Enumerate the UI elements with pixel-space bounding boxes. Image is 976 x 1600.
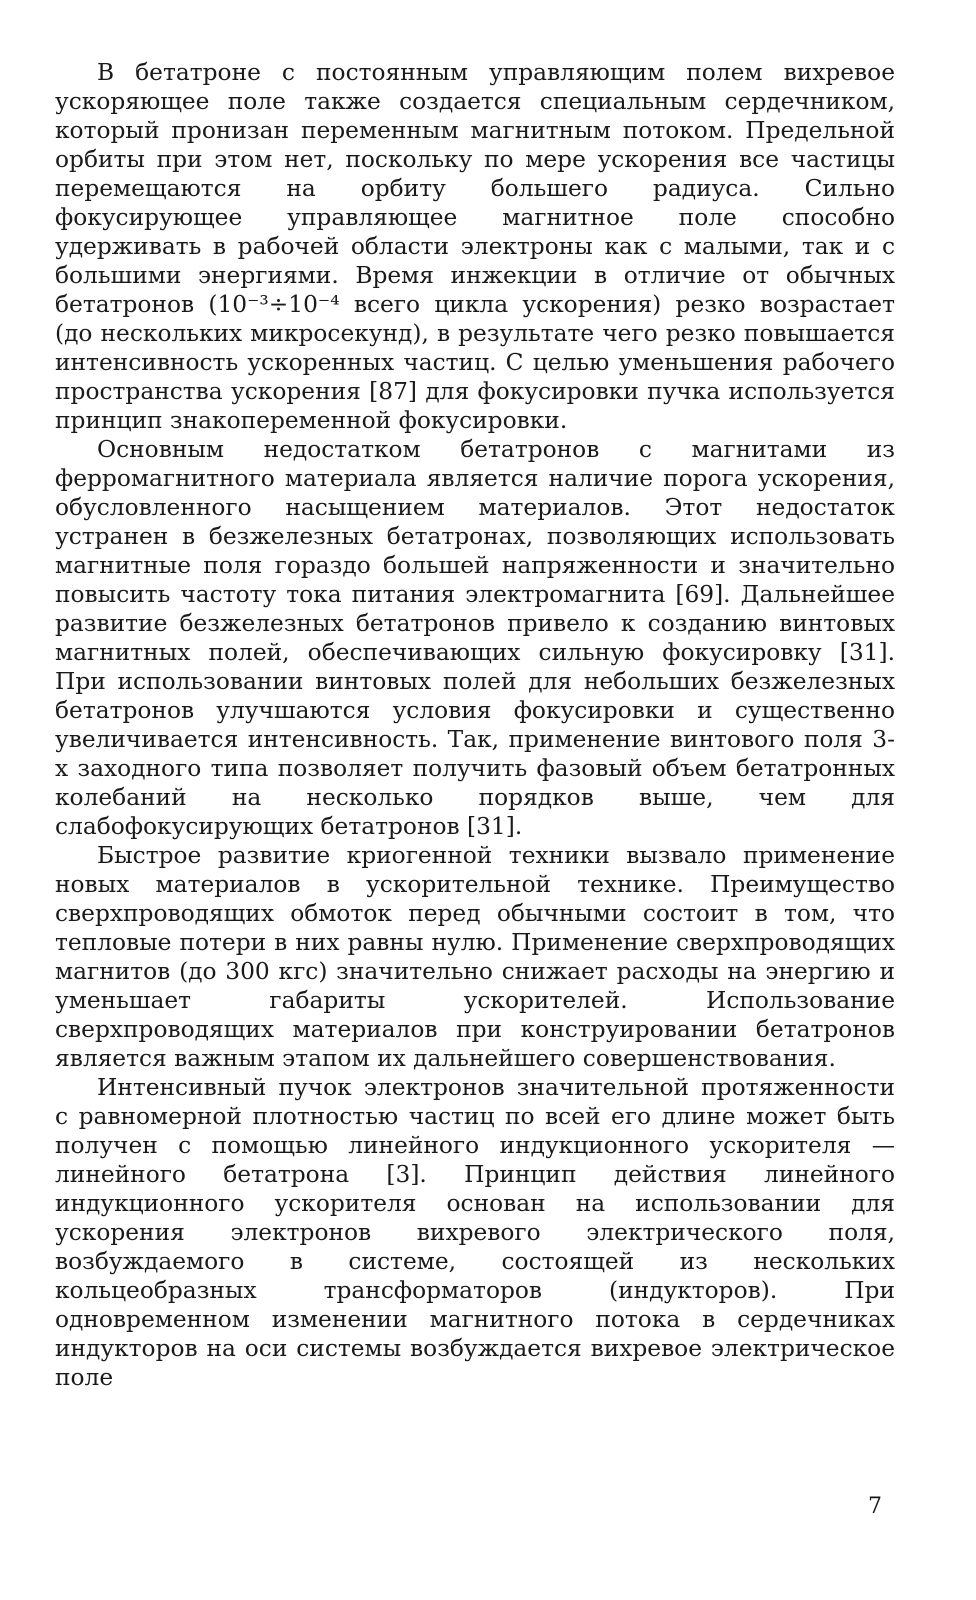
paragraph-linear-induction: Интенсивный пучок электронов значительной протяженности с равномерной плотностью частиц по всей его длине может быть получен с помощью линейного индукционного ускорителя — линейного бетатрона [3]. Принцип действия линейного индукционного ускорителя основан на использовании для ускорения электронов вихревого электрического поля, возбуждаемого в системе, состоящей из нескольких кольцеобразных трансформаторов (индукторов). При одновременном изменении магнитного потока в сердечниках индукторов на оси системы возбуждается вихревое электрическое поле (55, 1074, 895, 1391)
page-body (55, 58, 895, 1392)
paragraph-ironless-betatrons: Основным недостатком бетатронов с магнитами из ферромагнитного материала является наличие порога ускорения, обусловленного насыщением материалов. Этот недостаток устранен в безжелезных бетатронах, позволяющих использовать магнитные поля гораздо большей напряженности и значительно повысить частоту тока питания электромагнита [69]. Дальнейшее развитие безжелезных бетатронов привело к созданию винтовых магнитных полей, обеспечивающих сильную фокусировку [31]. При использовании винтовых полей для небольших безжелезных бетатронов улучшаются условия фокусировки и существенно увеличивается интенсивность. Так, применение винтового поля 3-х заходного типа позволяет получить фазовый объем бетатронных колебаний на несколько порядков выше, чем для слабофокусирующих бетатронов [31]. (55, 436, 895, 840)
paragraph-superconducting: Быстрое развитие криогенной техники вызвало применение новых материалов в ускорительной технике. Преимущество сверхпроводящих обмоток перед обычными состоит в том, что тепловые потери в них равны нулю. Применение сверхпроводящих магнитов (до 300 кгс) значительно снижает расходы на энергию и уменьшает габариты ускорителей. Использование сверхпроводящих материалов при конструировании бетатронов является важным этапом их дальнейшего совершенствования. (55, 842, 895, 1072)
paragraph-betatron-constant-field: В бетатроне с постоянным управляющим полем вихревое ускоряющее поле также создается специальным сердечником, который пронизан переменным магнитным потоком. Предельной орбиты при этом нет, поскольку по мере ускорения все частицы перемещаются на орбиту большего радиуса. Сильно фокусирующее управляющее магнитное поле способно удерживать в рабочей области электроны как с малыми, так и с большими энергиями. Время инжекции в отличие от обычных бетатронов (10⁻³÷10⁻⁴ всего цикла ускорения) резко возрастает (до нескольких микросекунд), в результате чего резко повышается интенсивность ускоренных частиц. С целью уменьшения рабочего пространства ускорения [87] для фокусировки пучка используется принцип знакопеременной фокусировки. (55, 59, 895, 434)
page-number: 7 (868, 1494, 882, 1519)
